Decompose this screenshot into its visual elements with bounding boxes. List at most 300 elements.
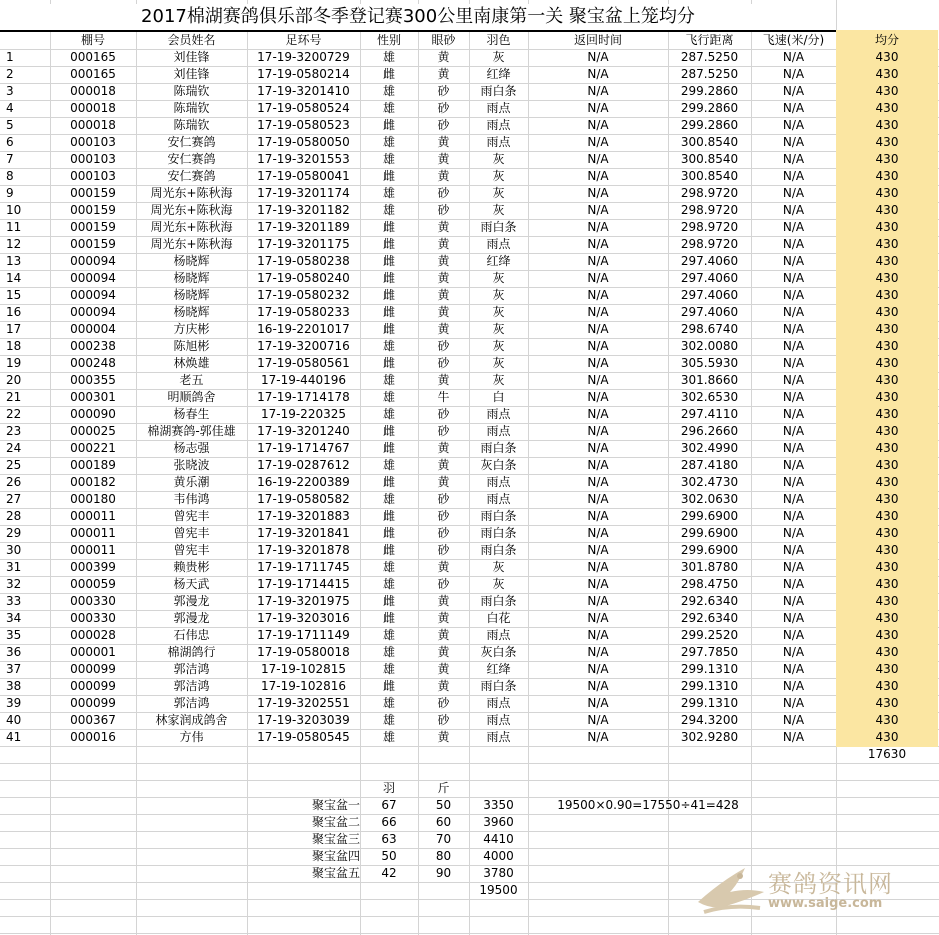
cell-sex: 雌 xyxy=(382,611,395,625)
cell-feather-color: 灰 xyxy=(492,305,505,319)
cell-return-time: N/A xyxy=(587,662,609,676)
cell-sex: 雌 xyxy=(382,322,395,336)
cell-sex: 雄 xyxy=(382,628,395,642)
cell-row-number: 16 xyxy=(6,305,22,319)
cell-return-time: N/A xyxy=(587,560,609,574)
cell-eye-sand: 黄 xyxy=(437,67,450,81)
pool-amount: 3780 xyxy=(483,866,514,880)
cell-loft-id: 000103 xyxy=(70,169,116,183)
cell-average-score: 430 xyxy=(875,50,899,64)
cell-loft-id: 000004 xyxy=(70,322,116,336)
cell-return-time: N/A xyxy=(587,594,609,608)
pool-total-amount: 19500 xyxy=(479,883,518,897)
cell-row-number: 14 xyxy=(6,271,22,285)
cell-sex: 雄 xyxy=(382,373,395,387)
cell-sex: 雄 xyxy=(382,696,395,710)
cell-row-number: 32 xyxy=(6,577,22,591)
cell-loft-id: 000159 xyxy=(70,186,116,200)
cell-ring-number: 17-19-3202551 xyxy=(257,696,350,710)
cell-member-name: 曾宪丰 xyxy=(173,543,210,557)
cell-row-number: 25 xyxy=(6,458,22,472)
cell-flight-distance: 299.2860 xyxy=(680,84,739,98)
cell-loft-id: 000103 xyxy=(70,152,116,166)
cell-sex: 雌 xyxy=(382,220,395,234)
cell-row-number: 8 xyxy=(6,169,14,183)
cell-return-time: N/A xyxy=(587,288,609,302)
cell-member-name: 郭漫龙 xyxy=(173,611,210,625)
pool-amount: 3350 xyxy=(483,798,514,812)
cell-return-time: N/A xyxy=(587,441,609,455)
cell-sex: 雄 xyxy=(382,730,395,744)
cell-ring-number: 17-19-0287612 xyxy=(257,458,350,472)
cell-row-number: 5 xyxy=(6,118,14,132)
cell-average-score: 430 xyxy=(875,390,899,404)
pool-weight: 60 xyxy=(435,815,452,829)
cell-member-name: 张晓波 xyxy=(173,458,210,472)
cell-ring-number: 17-19-1714178 xyxy=(257,390,350,404)
cell-row-number: 6 xyxy=(6,135,14,149)
cell-return-time: N/A xyxy=(587,186,609,200)
cell-flight-distance: 297.4110 xyxy=(680,407,739,421)
cell-ring-number: 17-19-3203016 xyxy=(257,611,350,625)
cell-row-number: 39 xyxy=(6,696,22,710)
cell-average-score: 430 xyxy=(875,288,899,302)
cell-row-number: 4 xyxy=(6,101,14,115)
cell-flight-distance: 301.8780 xyxy=(680,560,739,574)
cell-flight-speed: N/A xyxy=(782,407,805,421)
cell-average-score: 430 xyxy=(875,169,899,183)
cell-member-name: 杨晓辉 xyxy=(173,271,210,285)
cell-loft-id: 000399 xyxy=(70,560,116,574)
cell-feather-color: 雨白条 xyxy=(480,526,517,540)
cell-row-number: 30 xyxy=(6,543,22,557)
cell-average-score: 430 xyxy=(875,237,899,251)
cell-flight-distance: 297.4060 xyxy=(680,288,739,302)
cell-average-score: 430 xyxy=(875,152,899,166)
cell-feather-color: 雨白条 xyxy=(480,594,517,608)
cell-flight-speed: N/A xyxy=(782,560,805,574)
cell-flight-speed: N/A xyxy=(782,526,805,540)
cell-row-number: 21 xyxy=(6,390,22,404)
cell-member-name: 刘佳锋 xyxy=(173,50,210,64)
header-flight-distance: 飞行距离 xyxy=(685,33,734,47)
cell-return-time: N/A xyxy=(587,696,609,710)
cell-flight-distance: 300.8540 xyxy=(680,169,739,183)
cell-ring-number: 17-19-3201553 xyxy=(257,152,350,166)
cell-flight-speed: N/A xyxy=(782,713,805,727)
cell-flight-speed: N/A xyxy=(782,186,805,200)
cell-feather-color: 灰白条 xyxy=(480,458,517,472)
cell-average-score: 430 xyxy=(875,424,899,438)
cell-loft-id: 000221 xyxy=(70,441,116,455)
cell-return-time: N/A xyxy=(587,237,609,251)
cell-sex: 雄 xyxy=(382,407,395,421)
cell-flight-speed: N/A xyxy=(782,135,805,149)
cell-average-score: 430 xyxy=(875,407,899,421)
cell-loft-id: 000238 xyxy=(70,339,116,353)
cell-loft-id: 000248 xyxy=(70,356,116,370)
cell-eye-sand: 砂 xyxy=(437,203,450,217)
cell-feather-color: 红绛 xyxy=(486,662,511,676)
cell-row-number: 7 xyxy=(6,152,14,166)
cell-flight-distance: 297.4060 xyxy=(680,254,739,268)
cell-eye-sand: 黄 xyxy=(437,662,450,676)
cell-eye-sand: 砂 xyxy=(437,577,450,591)
cell-row-number: 29 xyxy=(6,526,22,540)
cell-loft-id: 000094 xyxy=(70,254,116,268)
pool-name: 聚宝盆四 xyxy=(311,849,360,863)
grid-row-line xyxy=(0,780,939,781)
cell-feather-color: 雨点 xyxy=(486,475,511,489)
cell-loft-id: 000094 xyxy=(70,271,116,285)
cell-eye-sand: 黄 xyxy=(437,458,450,472)
cell-loft-id: 000011 xyxy=(70,509,116,523)
cell-eye-sand: 黄 xyxy=(437,271,450,285)
cell-flight-distance: 297.4060 xyxy=(680,305,739,319)
cell-sex: 雌 xyxy=(382,356,395,370)
cell-member-name: 安仁赛鸽 xyxy=(167,169,216,183)
cell-feather-color: 灰 xyxy=(492,339,505,353)
cell-sex: 雄 xyxy=(382,390,395,404)
cell-average-score: 430 xyxy=(875,509,899,523)
cell-average-score: 430 xyxy=(875,254,899,268)
cell-return-time: N/A xyxy=(587,169,609,183)
cell-return-time: N/A xyxy=(587,322,609,336)
cell-eye-sand: 黄 xyxy=(437,169,450,183)
cell-eye-sand: 砂 xyxy=(437,424,450,438)
cell-flight-speed: N/A xyxy=(782,67,805,81)
cell-row-number: 23 xyxy=(6,424,22,438)
cell-member-name: 方庆彬 xyxy=(173,322,210,336)
cell-flight-speed: N/A xyxy=(782,237,805,251)
cell-row-number: 36 xyxy=(6,645,22,659)
cell-average-score: 430 xyxy=(875,458,899,472)
cell-loft-id: 000090 xyxy=(70,407,116,421)
cell-flight-speed: N/A xyxy=(782,288,805,302)
cell-flight-distance: 302.0080 xyxy=(680,339,739,353)
cell-row-number: 1 xyxy=(6,50,14,64)
cell-member-name: 安仁赛鸽 xyxy=(167,152,216,166)
cell-return-time: N/A xyxy=(587,713,609,727)
cell-flight-distance: 301.8660 xyxy=(680,373,739,387)
cell-member-name: 石伟忠 xyxy=(173,628,210,642)
cell-return-time: N/A xyxy=(587,730,609,744)
cell-return-time: N/A xyxy=(587,50,609,64)
cell-flight-speed: N/A xyxy=(782,84,805,98)
cell-sex: 雌 xyxy=(382,679,395,693)
cell-loft-id: 000011 xyxy=(70,526,116,540)
cell-eye-sand: 黄 xyxy=(437,441,450,455)
cell-return-time: N/A xyxy=(587,509,609,523)
cell-loft-id: 000189 xyxy=(70,458,116,472)
cell-average-score: 430 xyxy=(875,543,899,557)
cell-sex: 雄 xyxy=(382,339,395,353)
cell-average-score: 430 xyxy=(875,577,899,591)
cell-ring-number: 17-19-102816 xyxy=(260,679,346,693)
cell-member-name: 方伟 xyxy=(179,730,204,744)
cell-sex: 雄 xyxy=(382,186,395,200)
cell-feather-color: 白花 xyxy=(486,611,511,625)
cell-loft-id: 000159 xyxy=(70,220,116,234)
cell-flight-distance: 302.4990 xyxy=(680,441,739,455)
cell-flight-distance: 300.8540 xyxy=(680,135,739,149)
cell-row-number: 19 xyxy=(6,356,22,370)
cell-flight-distance: 299.1310 xyxy=(680,696,739,710)
cell-sex: 雄 xyxy=(382,50,395,64)
pool-header-count: 羽 xyxy=(382,781,395,795)
cell-member-name: 棉湖赛鸽-郭佳雄 xyxy=(147,424,236,438)
cell-flight-speed: N/A xyxy=(782,118,805,132)
cell-return-time: N/A xyxy=(587,611,609,625)
cell-flight-distance: 297.4060 xyxy=(680,271,739,285)
cell-average-score: 430 xyxy=(875,135,899,149)
cell-row-number: 31 xyxy=(6,560,22,574)
cell-loft-id: 000094 xyxy=(70,288,116,302)
cell-sex: 雌 xyxy=(382,271,395,285)
cell-flight-distance: 287.5250 xyxy=(680,67,739,81)
cell-member-name: 陈瑞钦 xyxy=(173,84,210,98)
cell-sex: 雌 xyxy=(382,118,395,132)
pool-name: 聚宝盆三 xyxy=(311,832,360,846)
cell-flight-speed: N/A xyxy=(782,492,805,506)
cell-member-name: 陈瑞钦 xyxy=(173,101,210,115)
cell-ring-number: 17-19-3203039 xyxy=(257,713,350,727)
cell-return-time: N/A xyxy=(587,628,609,642)
cell-return-time: N/A xyxy=(587,305,609,319)
cell-ring-number: 17-19-0580582 xyxy=(257,492,350,506)
cell-ring-number: 17-19-0580524 xyxy=(257,101,350,115)
cell-average-score: 430 xyxy=(875,526,899,540)
cell-flight-speed: N/A xyxy=(782,645,805,659)
cell-member-name: 明顺鸽舍 xyxy=(167,390,216,404)
cell-loft-id: 000028 xyxy=(70,628,116,642)
cell-flight-speed: N/A xyxy=(782,577,805,591)
cell-eye-sand: 砂 xyxy=(437,526,450,540)
cell-row-number: 3 xyxy=(6,84,14,98)
cell-eye-sand: 砂 xyxy=(437,118,450,132)
cell-flight-distance: 302.6530 xyxy=(680,390,739,404)
cell-ring-number: 17-19-3201189 xyxy=(257,220,350,234)
cell-flight-speed: N/A xyxy=(782,611,805,625)
cell-sex: 雌 xyxy=(382,509,395,523)
cell-feather-color: 雨点 xyxy=(486,492,511,506)
cell-ring-number: 17-19-3201174 xyxy=(257,186,350,200)
cell-loft-id: 000330 xyxy=(70,611,116,625)
cell-average-score: 430 xyxy=(875,84,899,98)
cell-member-name: 周光东+陈秋海 xyxy=(150,203,233,217)
watermark xyxy=(690,860,930,926)
cell-feather-color: 雨点 xyxy=(486,118,511,132)
cell-sex: 雌 xyxy=(382,169,395,183)
cell-ring-number: 17-19-440196 xyxy=(260,373,346,387)
cell-flight-speed: N/A xyxy=(782,203,805,217)
cell-loft-id: 000301 xyxy=(70,390,116,404)
cell-flight-distance: 299.6900 xyxy=(680,526,739,540)
cell-loft-id: 000330 xyxy=(70,594,116,608)
cell-sex: 雌 xyxy=(382,475,395,489)
cell-average-score: 430 xyxy=(875,118,899,132)
cell-row-number: 35 xyxy=(6,628,22,642)
cell-feather-color: 灰 xyxy=(492,577,505,591)
cell-ring-number: 16-19-2200389 xyxy=(257,475,350,489)
cell-flight-distance: 287.5250 xyxy=(680,50,739,64)
cell-ring-number: 17-19-3201410 xyxy=(257,84,350,98)
cell-ring-number: 17-19-0580233 xyxy=(257,305,350,319)
cell-feather-color: 雨点 xyxy=(486,730,511,744)
pigeon-logo-icon xyxy=(690,862,770,922)
cell-flight-distance: 296.2660 xyxy=(680,424,739,438)
cell-sex: 雌 xyxy=(382,254,395,268)
cell-feather-color: 雨白条 xyxy=(480,679,517,693)
pool-name: 聚宝盆五 xyxy=(311,866,360,880)
cell-eye-sand: 砂 xyxy=(437,356,450,370)
pool-count: 67 xyxy=(381,798,397,812)
cell-feather-color: 灰 xyxy=(492,288,505,302)
cell-return-time: N/A xyxy=(587,475,609,489)
cell-member-name: 曾宪丰 xyxy=(173,526,210,540)
cell-flight-speed: N/A xyxy=(782,390,805,404)
cell-sex: 雌 xyxy=(382,67,395,81)
cell-flight-speed: N/A xyxy=(782,628,805,642)
cell-average-score: 430 xyxy=(875,492,899,506)
pool-count: 50 xyxy=(381,849,397,863)
cell-average-score: 430 xyxy=(875,730,899,744)
cell-ring-number: 17-19-3201240 xyxy=(257,424,350,438)
cell-average-score: 430 xyxy=(875,220,899,234)
cell-eye-sand: 黄 xyxy=(437,50,450,64)
cell-feather-color: 雨点 xyxy=(486,424,511,438)
cell-feather-color: 白 xyxy=(492,390,505,404)
cell-loft-id: 000011 xyxy=(70,543,116,557)
cell-member-name: 周光东+陈秋海 xyxy=(150,237,233,251)
cell-eye-sand: 黄 xyxy=(437,730,450,744)
cell-average-score: 430 xyxy=(875,305,899,319)
cell-feather-color: 灰 xyxy=(492,169,505,183)
cell-row-number: 34 xyxy=(6,611,22,625)
cell-average-score: 430 xyxy=(875,475,899,489)
cell-loft-id: 000180 xyxy=(70,492,116,506)
cell-sex: 雄 xyxy=(382,662,395,676)
cell-flight-distance: 287.4180 xyxy=(680,458,739,472)
cell-flight-speed: N/A xyxy=(782,509,805,523)
cell-ring-number: 17-19-220325 xyxy=(260,407,346,421)
cell-row-number: 22 xyxy=(6,407,22,421)
cell-eye-sand: 黄 xyxy=(437,237,450,251)
cell-average-score: 430 xyxy=(875,594,899,608)
cell-feather-color: 灰 xyxy=(492,50,505,64)
pool-name: 聚宝盆二 xyxy=(311,815,360,829)
grid-row-line xyxy=(0,763,939,764)
cell-member-name: 曾宪丰 xyxy=(173,509,210,523)
cell-ring-number: 17-19-3201182 xyxy=(257,203,350,217)
cell-average-score: 430 xyxy=(875,339,899,353)
cell-ring-number: 17-19-0580050 xyxy=(257,135,350,149)
cell-eye-sand: 砂 xyxy=(437,509,450,523)
cell-row-number: 13 xyxy=(6,254,22,268)
pool-amount: 4410 xyxy=(483,832,514,846)
cell-eye-sand: 砂 xyxy=(437,407,450,421)
cell-return-time: N/A xyxy=(587,407,609,421)
pool-weight: 50 xyxy=(435,798,452,812)
cell-ring-number: 17-19-0580240 xyxy=(257,271,350,285)
cell-return-time: N/A xyxy=(587,67,609,81)
cell-sex: 雄 xyxy=(382,645,395,659)
cell-average-score: 430 xyxy=(875,679,899,693)
cell-eye-sand: 黄 xyxy=(437,594,450,608)
cell-eye-sand: 黄 xyxy=(437,322,450,336)
cell-flight-speed: N/A xyxy=(782,339,805,353)
cell-sex: 雄 xyxy=(382,458,395,472)
cell-eye-sand: 黄 xyxy=(437,152,450,166)
cell-row-number: 33 xyxy=(6,594,22,608)
cell-sex: 雄 xyxy=(382,560,395,574)
grid-row-line xyxy=(0,746,939,747)
cell-loft-id: 000355 xyxy=(70,373,116,387)
cell-sex: 雌 xyxy=(382,526,395,540)
cell-row-number: 17 xyxy=(6,322,22,336)
cell-sex: 雄 xyxy=(382,101,395,115)
cell-flight-distance: 299.2860 xyxy=(680,118,739,132)
cell-row-number: 10 xyxy=(6,203,22,217)
cell-flight-distance: 299.1310 xyxy=(680,662,739,676)
cell-ring-number: 16-19-2201017 xyxy=(257,322,350,336)
cell-eye-sand: 砂 xyxy=(437,84,450,98)
cell-member-name: 杨天武 xyxy=(173,577,210,591)
cell-feather-color: 雨白条 xyxy=(480,441,517,455)
cell-average-score: 430 xyxy=(875,560,899,574)
cell-average-score: 430 xyxy=(875,101,899,115)
cell-member-name: 郭漫龙 xyxy=(173,594,210,608)
cell-row-number: 18 xyxy=(6,339,22,353)
cell-feather-color: 雨点 xyxy=(486,101,511,115)
cell-member-name: 周光东+陈秋海 xyxy=(150,186,233,200)
cell-flight-speed: N/A xyxy=(782,730,805,744)
cell-return-time: N/A xyxy=(587,271,609,285)
cell-flight-distance: 299.6900 xyxy=(680,509,739,523)
cell-ring-number: 17-19-3201841 xyxy=(257,526,350,540)
cell-member-name: 杨晓辉 xyxy=(173,305,210,319)
cell-member-name: 杨春生 xyxy=(173,407,210,421)
cell-loft-id: 000103 xyxy=(70,135,116,149)
cell-eye-sand: 黄 xyxy=(437,560,450,574)
cell-return-time: N/A xyxy=(587,543,609,557)
cell-sex: 雄 xyxy=(382,84,395,98)
cell-flight-distance: 299.2860 xyxy=(680,101,739,115)
cell-flight-speed: N/A xyxy=(782,322,805,336)
cell-average-score: 430 xyxy=(875,662,899,676)
cell-flight-speed: N/A xyxy=(782,101,805,115)
sheet-title: 2017棉湖赛鸽俱乐部冬季登记赛300公里南康第一关 聚宝盆上笼均分 xyxy=(0,4,836,30)
pool-amount: 4000 xyxy=(483,849,514,863)
cell-flight-distance: 299.2520 xyxy=(680,628,739,642)
pool-count: 42 xyxy=(381,866,397,880)
cell-return-time: N/A xyxy=(587,679,609,693)
header-top-border xyxy=(0,30,836,32)
cell-feather-color: 灰 xyxy=(492,203,505,217)
cell-average-score: 430 xyxy=(875,373,899,387)
header-return-time: 返回时间 xyxy=(573,33,622,47)
cell-ring-number: 17-19-3201883 xyxy=(257,509,350,523)
cell-ring-number: 17-19-3200729 xyxy=(257,50,350,64)
cell-loft-id: 000367 xyxy=(70,713,116,727)
cell-loft-id: 000025 xyxy=(70,424,116,438)
cell-row-number: 9 xyxy=(6,186,14,200)
cell-member-name: 杨晓辉 xyxy=(173,254,210,268)
cell-ring-number: 17-19-0580561 xyxy=(257,356,350,370)
pool-weight: 80 xyxy=(435,849,452,863)
cell-average-score: 430 xyxy=(875,628,899,642)
cell-return-time: N/A xyxy=(587,526,609,540)
